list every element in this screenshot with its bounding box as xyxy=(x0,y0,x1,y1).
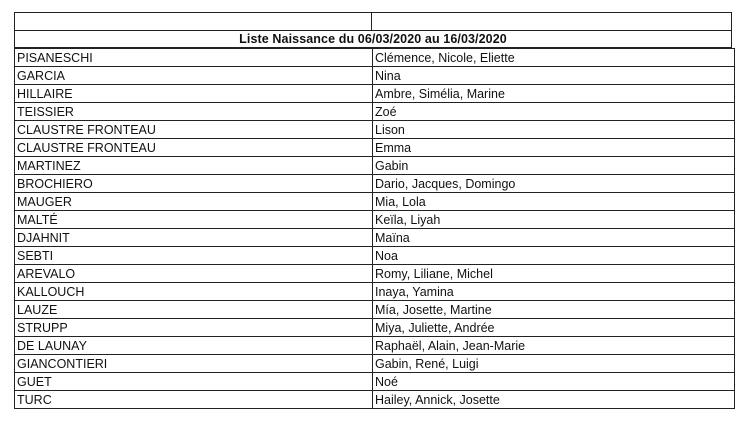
firstnames-cell: Gabin, René, Luigi xyxy=(373,355,735,373)
column-divider xyxy=(371,13,372,31)
table-row xyxy=(15,229,735,247)
firstnames-cell: Noé xyxy=(373,373,735,391)
table-row xyxy=(15,175,735,193)
table-row xyxy=(15,355,735,373)
surname-cell: STRUPP xyxy=(15,319,373,337)
surname-cell: PISANESCHI xyxy=(15,49,373,67)
firstnames-cell: Nina xyxy=(373,67,735,85)
surname-cell: TURC xyxy=(15,391,373,409)
firstnames-cell: Mía, Josette, Martine xyxy=(373,301,735,319)
firstnames-cell: Lison xyxy=(373,121,735,139)
surname-cell: MALTÉ xyxy=(15,211,373,229)
firstnames-cell: Inaya, Yamina xyxy=(373,283,735,301)
firstnames-cell: Keïla, Liyah xyxy=(373,211,735,229)
firstnames-cell: Raphaël, Alain, Jean-Marie xyxy=(373,337,735,355)
table-row xyxy=(15,103,735,121)
surname-cell: HILLAIRE xyxy=(15,85,373,103)
firstnames-cell: Clémence, Nicole, Eliette xyxy=(373,49,735,67)
surname-cell: CLAUSTRE FRONTEAU xyxy=(15,139,373,157)
table-row xyxy=(15,247,735,265)
birth-list-sheet xyxy=(14,12,732,409)
firstnames-cell: Ambre, Simélia, Marine xyxy=(373,85,735,103)
firstnames-cell: Hailey, Annick, Josette xyxy=(373,391,735,409)
table-row xyxy=(15,121,735,139)
surname-cell: DE LAUNAY xyxy=(15,337,373,355)
surname-cell: GUET xyxy=(15,373,373,391)
surname-cell: CLAUSTRE FRONTEAU xyxy=(15,121,373,139)
table-row xyxy=(15,49,735,67)
surname-cell: KALLOUCH xyxy=(15,283,373,301)
firstnames-cell: Miya, Juliette, Andrée xyxy=(373,319,735,337)
surname-cell: GIANCONTIERI xyxy=(15,355,373,373)
table-row xyxy=(15,319,735,337)
surname-cell: SEBTI xyxy=(15,247,373,265)
table-row xyxy=(15,157,735,175)
list-title: Liste Naissance du 06/03/2020 au 16/03/2020 xyxy=(14,30,732,48)
surname-cell: AREVALO xyxy=(15,265,373,283)
birth-table xyxy=(14,48,735,409)
table-row xyxy=(15,301,735,319)
table-row xyxy=(15,265,735,283)
birth-table-body xyxy=(15,49,735,409)
surname-cell: TEISSIER xyxy=(15,103,373,121)
table-row xyxy=(15,391,735,409)
firstnames-cell: Zoé xyxy=(373,103,735,121)
surname-cell: BROCHIERO xyxy=(15,175,373,193)
table-row xyxy=(15,193,735,211)
firstnames-cell: Dario, Jacques, Domingo xyxy=(373,175,735,193)
table-row xyxy=(15,211,735,229)
firstnames-cell: Gabin xyxy=(373,157,735,175)
surname-cell: DJAHNIT xyxy=(15,229,373,247)
table-row xyxy=(15,373,735,391)
table-row xyxy=(15,283,735,301)
firstnames-cell: Mia, Lola xyxy=(373,193,735,211)
surname-cell: MARTINEZ xyxy=(15,157,373,175)
firstnames-cell: Emma xyxy=(373,139,735,157)
table-row xyxy=(15,139,735,157)
surname-cell: GARCIA xyxy=(15,67,373,85)
firstnames-cell: Maïna xyxy=(373,229,735,247)
table-row xyxy=(15,85,735,103)
surname-cell: LAUZE xyxy=(15,301,373,319)
firstnames-cell: Noa xyxy=(373,247,735,265)
table-row xyxy=(15,337,735,355)
header-blank-row xyxy=(14,12,732,30)
table-row xyxy=(15,67,735,85)
firstnames-cell: Romy, Liliane, Michel xyxy=(373,265,735,283)
surname-cell: MAUGER xyxy=(15,193,373,211)
